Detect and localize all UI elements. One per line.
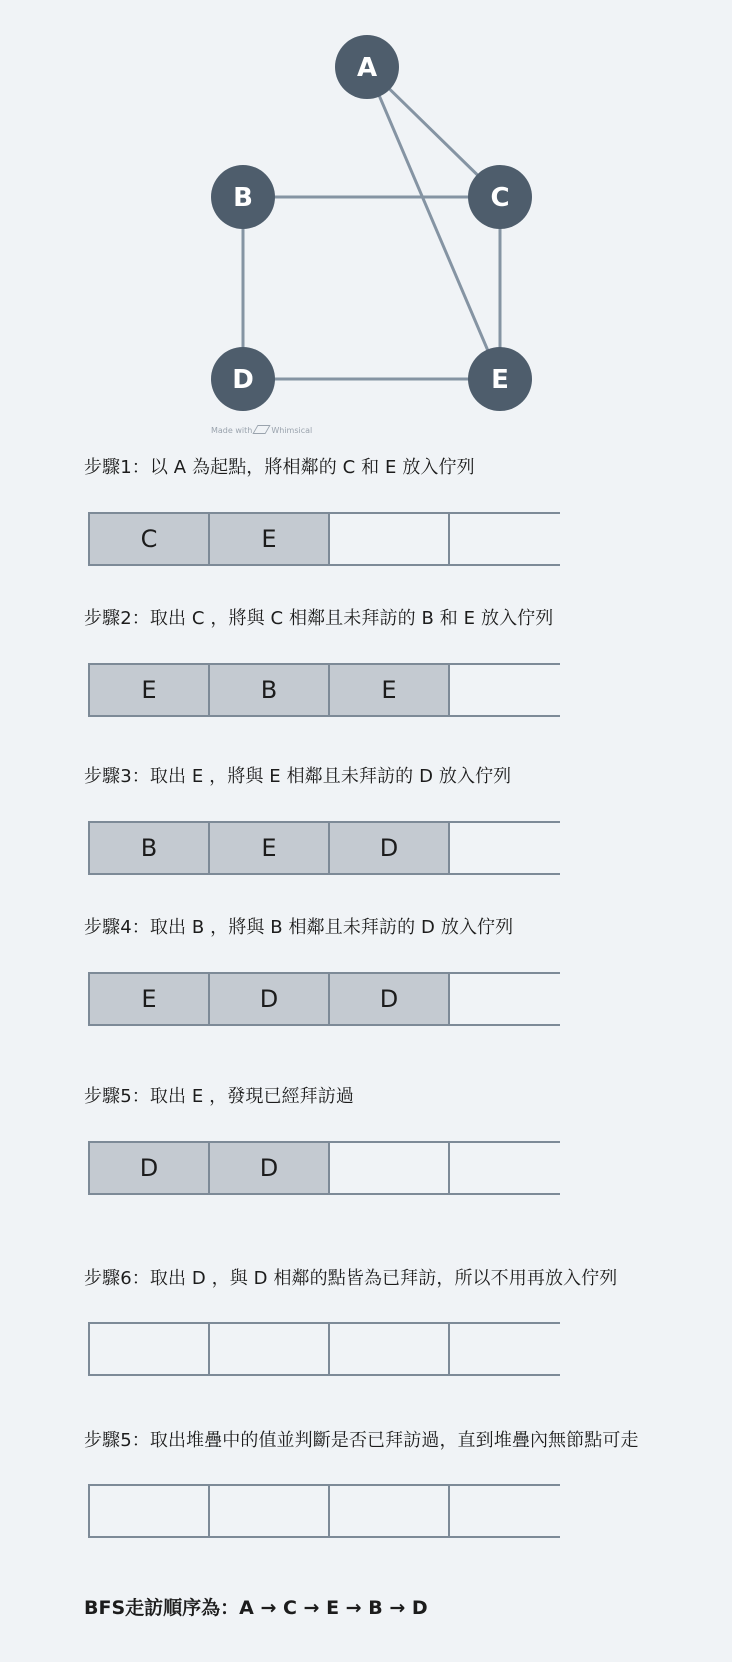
node-b [211, 165, 275, 229]
queue-cell: D [208, 974, 328, 1024]
step-1-label: 步驟1：以 A 為起點，將相鄰的 C 和 E 放入佇列 [84, 457, 475, 478]
node-d [211, 347, 275, 411]
queue-cell [88, 1324, 208, 1374]
node-c [468, 165, 532, 229]
queue-cell [88, 1486, 208, 1536]
step-6-queue [88, 1322, 560, 1376]
node-label: A [356, 53, 378, 83]
queue-cell [328, 1143, 448, 1193]
queue-cell: D [328, 974, 448, 1024]
queue-cell [328, 1486, 448, 1536]
queue-cell [448, 1143, 560, 1193]
bfs-result: BFS走訪順序為：A → C → E → B → D [84, 1597, 428, 1619]
step-4-label: 步驟4：取出 B ，將與 B 相鄰且未拜訪的 D 放入佇列 [84, 917, 514, 938]
queue-cell [448, 665, 560, 715]
queue-cell [448, 1486, 560, 1536]
queue-cell: E [208, 823, 328, 873]
queue-cell [208, 1324, 328, 1374]
node-e [468, 347, 532, 411]
step-4-queue [88, 972, 560, 1026]
step-1-queue [88, 512, 560, 566]
queue-cell: E [88, 974, 208, 1024]
node-a [335, 35, 399, 99]
queue-cell: E [88, 665, 208, 715]
queue-cell: B [208, 665, 328, 715]
node-label: D [232, 365, 254, 395]
whimsical-brand-text: Whimsical [271, 426, 313, 435]
queue-cell: D [88, 1143, 208, 1193]
queue-cell: D [208, 1143, 328, 1193]
step-2-label: 步驟2：取出 C ，將與 C 相鄰且未拜訪的 B 和 E 放入佇列 [84, 608, 554, 629]
queue-cell: E [208, 514, 328, 564]
queue-cell [328, 1324, 448, 1374]
queue-cell [328, 514, 448, 564]
step-7-queue [88, 1484, 560, 1538]
queue-cell [448, 514, 560, 564]
queue-cell [448, 974, 560, 1024]
queue-cell [448, 1324, 560, 1374]
step-3-label: 步驟3：取出 E ，將與 E 相鄰且未拜訪的 D 放入佇列 [84, 766, 512, 787]
made-with-text: Made with [211, 426, 253, 435]
graph-diagram [0, 0, 732, 420]
step-7-label: 步驟5：取出堆疊中的值並判斷是否已拜訪過，直到堆疊內無節點可走 [84, 1430, 639, 1451]
step-2-queue [88, 663, 560, 717]
step-3-queue [88, 821, 560, 875]
node-label: E [491, 365, 509, 395]
queue-cell [208, 1486, 328, 1536]
step-6-label: 步驟6：取出 D ，與 D 相鄰的點皆為已拜訪，所以不用再放入佇列 [84, 1268, 618, 1289]
whimsical-logo-icon [253, 425, 271, 434]
edge-a-e [367, 67, 500, 379]
whimsical-watermark [211, 425, 312, 435]
queue-cell: D [328, 823, 448, 873]
step-5-label: 步驟5：取出 E ，發現已經拜訪過 [84, 1086, 354, 1107]
node-label: C [490, 183, 510, 213]
queue-cell: C [88, 514, 208, 564]
queue-cell: B [88, 823, 208, 873]
queue-cell: E [328, 665, 448, 715]
queue-cell [448, 823, 560, 873]
step-5-queue [88, 1141, 560, 1195]
node-label: B [233, 183, 253, 213]
